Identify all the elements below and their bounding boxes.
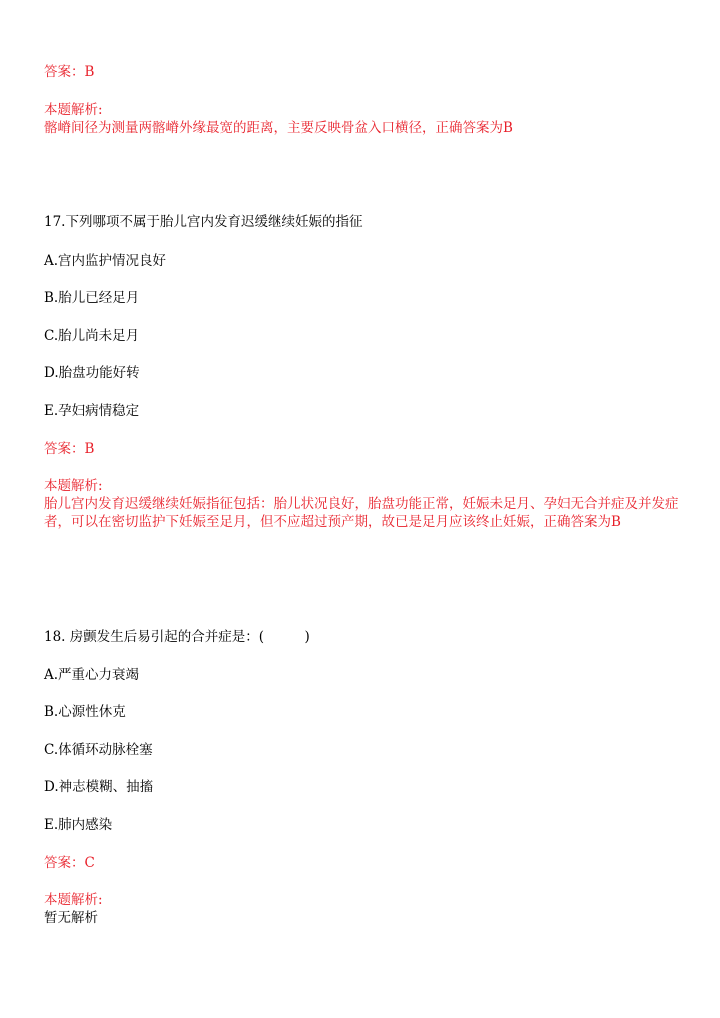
analysis-label-16: 本题解析: bbox=[44, 102, 103, 118]
option-17-e: E.孕妇病情稳定 bbox=[44, 403, 140, 419]
option-18-c: C.体循环动脉栓塞 bbox=[44, 742, 153, 758]
option-18-a: A.严重心力衰竭 bbox=[44, 667, 140, 683]
option-18-d: D.神志模糊、抽搐 bbox=[44, 779, 154, 795]
analysis-text-17: 胎儿宫内发育迟缓继续妊娠指征包括：胎儿状况良好，胎盘功能正常，妊娠未足月、孕妇无合并症及并发症者，可以在密切监护下妊娠至足月，但不应超过预产期，故已是足月应该终止妊娠，正确答案为B bbox=[44, 496, 679, 530]
analysis-label-17: 本题解析: bbox=[44, 478, 103, 494]
answer-16: 答案：B bbox=[44, 64, 95, 80]
option-17-c: C.胎儿尚未足月 bbox=[44, 328, 140, 344]
question-17: 17.下列哪项不属于胎儿宫内发育迟缓继续妊娠的指征 bbox=[44, 214, 363, 230]
question-18: 18. 房颤发生后易引起的合并症是：( ) bbox=[44, 629, 310, 645]
answer-17: 答案：B bbox=[44, 441, 95, 457]
option-17-d: D.胎盘功能好转 bbox=[44, 365, 140, 381]
analysis-label-18: 本题解析: bbox=[44, 892, 103, 908]
option-18-e: E.肺内感染 bbox=[44, 817, 113, 833]
option-18-b: B.心源性休克 bbox=[44, 704, 126, 720]
analysis-text-16: 髂嵴间径为测量两髂嵴外缘最宽的距离，主要反映骨盆入口横径，正确答案为B bbox=[44, 120, 513, 136]
analysis-text-18: 暂无解析 bbox=[44, 910, 98, 926]
option-17-b: B.胎儿已经足月 bbox=[44, 290, 140, 306]
answer-18: 答案：C bbox=[44, 855, 95, 871]
option-17-a: A.宫内监护情况良好 bbox=[44, 253, 167, 269]
